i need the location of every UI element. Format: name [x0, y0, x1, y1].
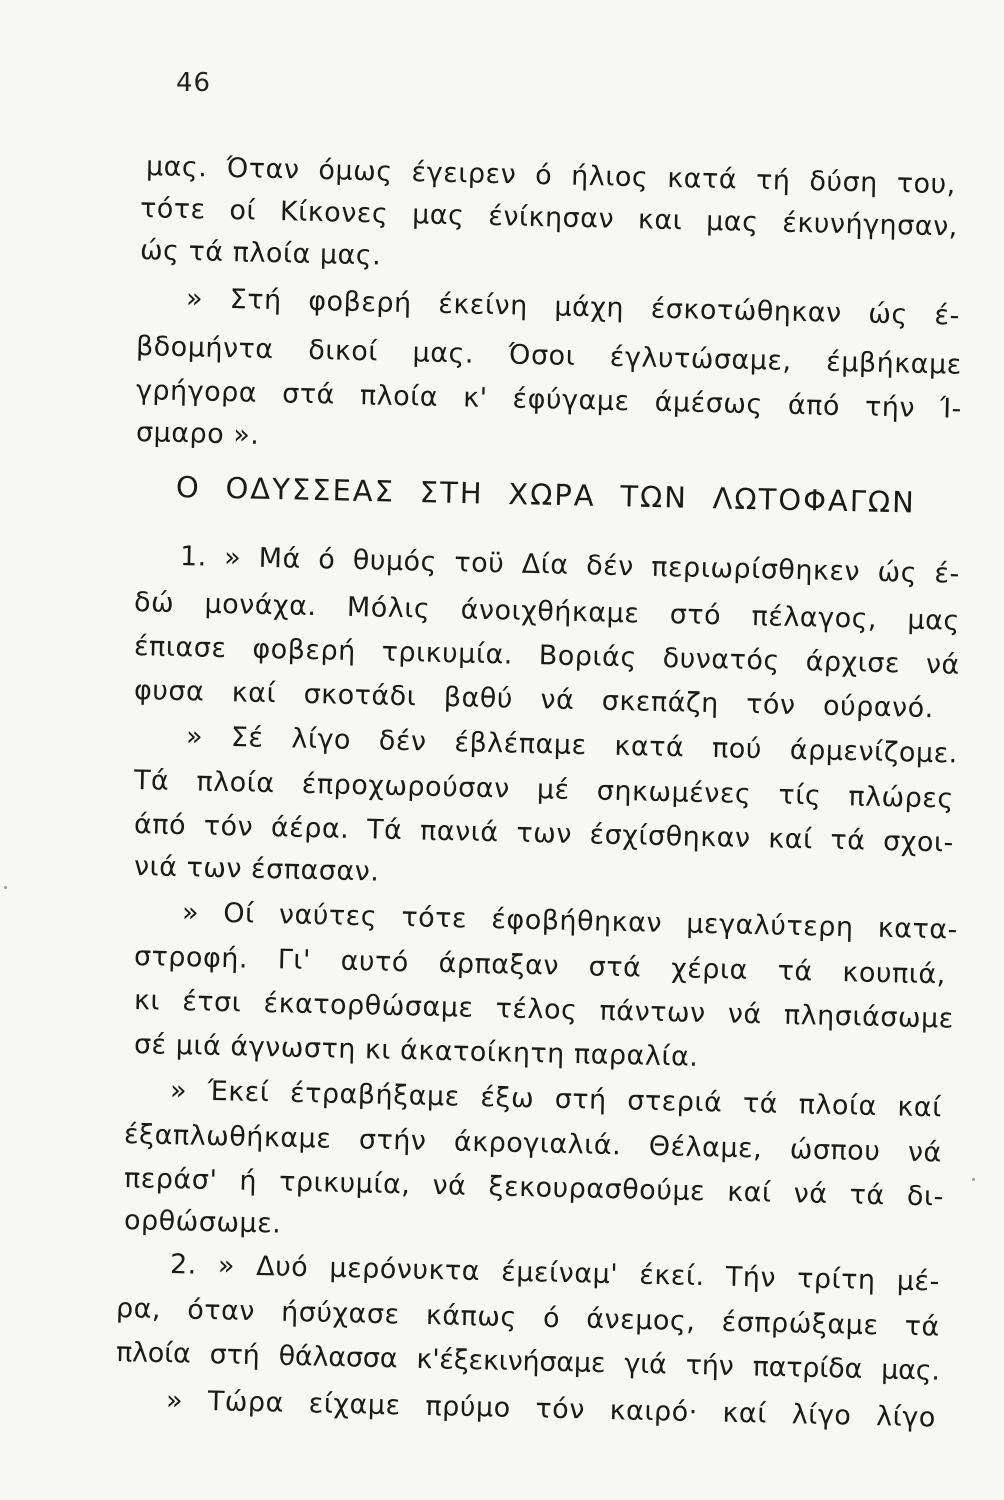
text-line: έξαπλωθήκαμε στήν άκρογιαλιά. Θέλαμε, ώσπου νά: [123, 1119, 943, 1169]
text-line: γρήγορα στά πλοία κ' έφύγαμε άμέσως άπό τήν Ί-: [135, 375, 963, 425]
text-line: στροφή. Γι' αυτό άρπαξαν στά χέρια τά κουπιά,: [133, 941, 947, 991]
text-line: » Σέ λίγο δέν έβλέπαμε κατά πού άρμενίζομε.: [185, 721, 959, 770]
text-line: σμαρο ».: [135, 417, 260, 451]
text-line: νιά των έσπασαν.: [133, 851, 380, 888]
text-line: Τά πλοία έπροχωρούσαν μέ σηκωμένες τίς πλώρες: [133, 765, 955, 815]
text-line: πλοία στή θάλασσα κ'έξεκινήσαμε γιά τήν πατρίδα μας.: [115, 1337, 941, 1387]
text-line: » Στή φοβερή έκείνη μάχη έσκοτώθηκαν ώς έ-: [185, 283, 961, 332]
text-line: δώ μονάχα. Μόλις άνοιχθήκαμε στό πέλαγος, μας: [133, 587, 961, 637]
text-line: φυσα καί σκοτάδι βαθύ νά σκεπάζη τόν ούρανό.: [133, 675, 935, 725]
text-line: μας. Όταν όμως έγειρεν ό ήλιος κατά τή δύση του,: [145, 151, 957, 201]
page-number: 46: [176, 68, 212, 98]
text-line: 1. » Μά ό θυμός τοϋ Δία δέν περιωρίσθηκεν ώς έ-: [179, 541, 961, 590]
text-line: κι έτσι έκατορθώσαμε τέλος πάντων νά πλησιάσωμε: [133, 985, 955, 1035]
text-line: » Οί ναύτες τότε έφοβήθηκαν μεγαλύτερη κατα-: [181, 897, 959, 946]
text-line: σέ μιά άγνωστη κι άκατοίκητη παραλία.: [133, 1029, 699, 1073]
text-line: περάσ' ή τρικυμία, νά ξεκουρασθούμε καί νά τά δι-: [123, 1163, 945, 1213]
text-line: ώς τά πλοία μας.: [139, 235, 382, 272]
text-line: ρα, όταν ήσύχασε κάπως ό άνεμος, έσπρώξαμε τά: [115, 1293, 941, 1343]
scan-speck: [4, 886, 7, 889]
scan-speck: [972, 1178, 975, 1181]
text-line: τότε οί Κίκονες μας ένίκησαν και μας έκυνήγησαν,: [139, 193, 959, 243]
text-line: έπιασε φοβερή τρικυμία. Βοριάς δυνατός άρχισε νά: [133, 631, 961, 681]
text-line: 2. » Δυό μερόνυκτα έμείναμ' έκεί. Τήν τρίτη μέ-: [169, 1249, 941, 1298]
text-line: » Έκεί έτραβήξαμε έξω στή στεριά τά πλοία καί: [169, 1075, 943, 1124]
text-line: ορθώσωμε.: [123, 1205, 282, 1240]
text-line: βδομήντα δικοί μας. Όσοι έγλυτώσαμε, έμβήκαμε: [135, 331, 963, 381]
section-heading: Ο ΟΔΥΣΣΕΑΣ ΣΤΗ ΧΩΡΑ ΤΩΝ ΛΩΤΟΦΑΓΩΝ: [175, 470, 917, 520]
text-line: » Τώρα είχαμε πρύμο τόν καιρό· καί λίγο λίγο: [165, 1385, 937, 1434]
text-line: άπό τόν άέρα. Τά πανιά των έσχίσθηκαν καί τά σχοι-: [133, 809, 955, 859]
